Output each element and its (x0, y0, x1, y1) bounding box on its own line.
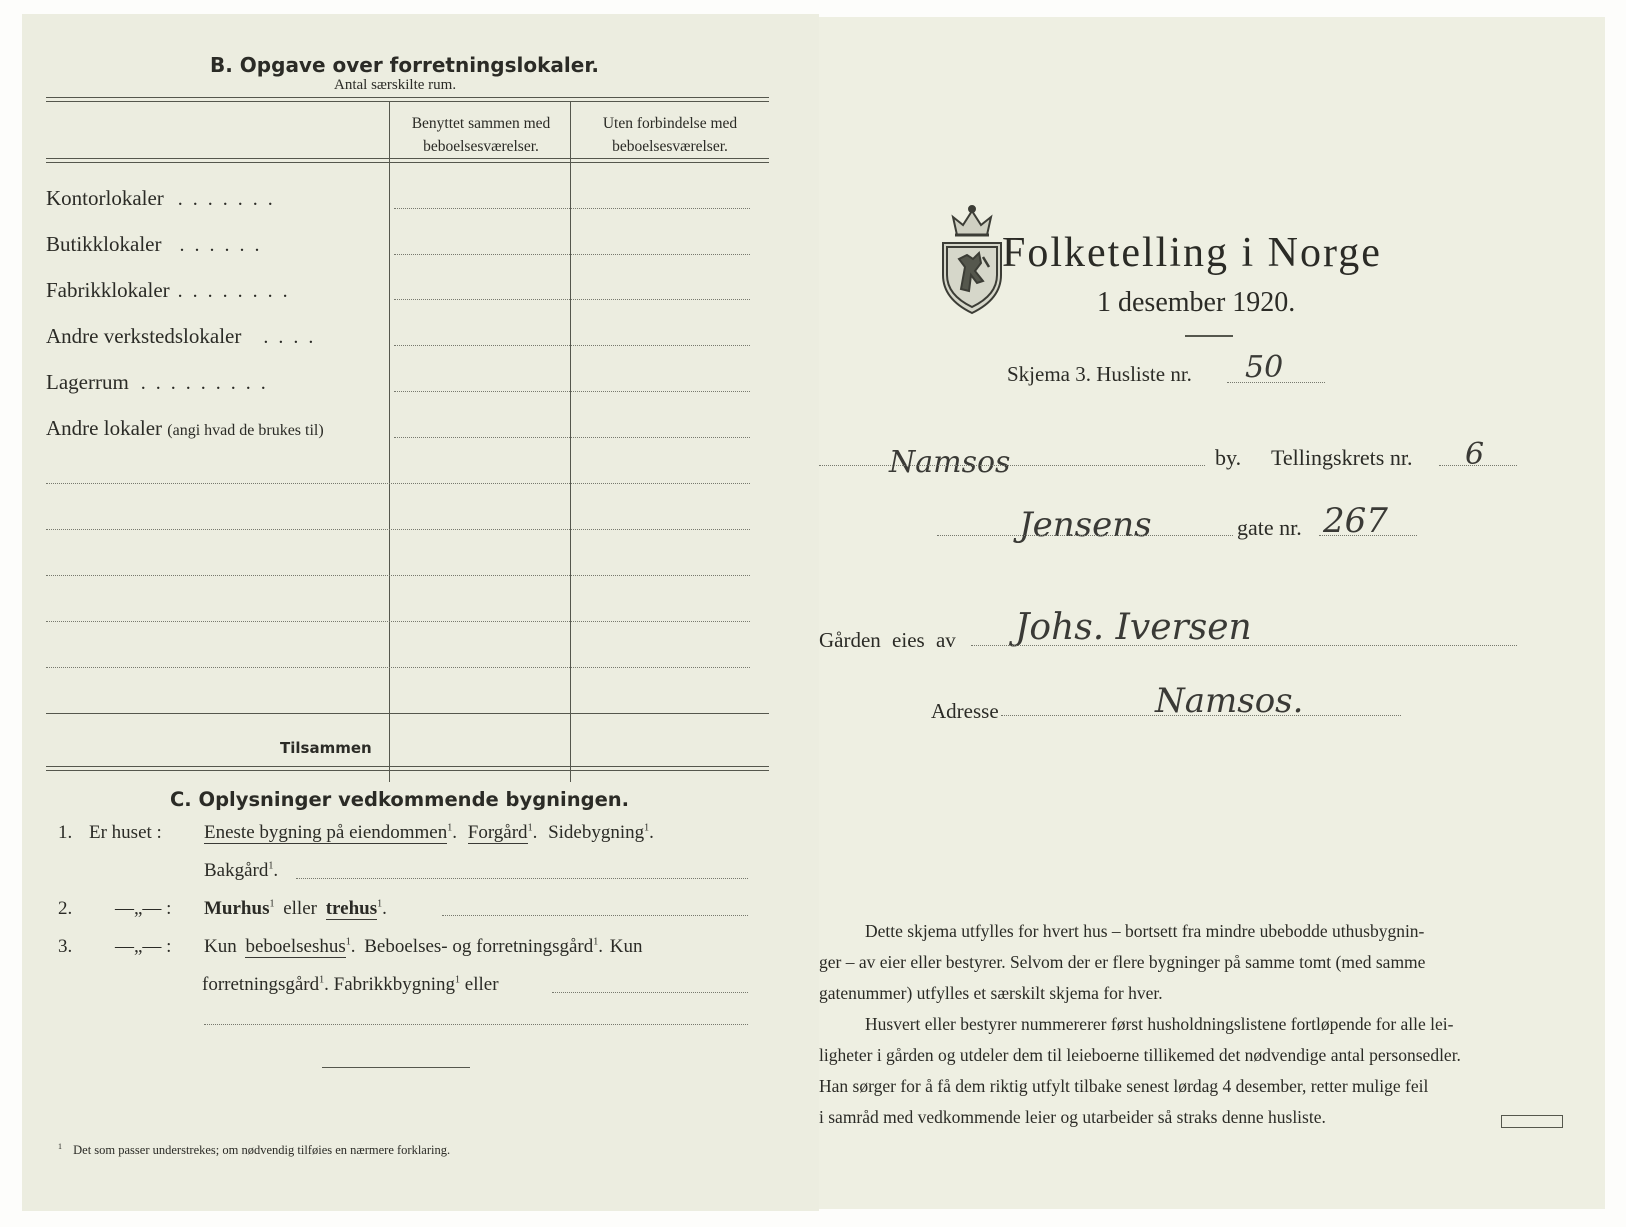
question-2: 2. —„— : (58, 898, 172, 919)
instruction-line: Han sørger for å få dem riktig utfylt tilbake senest lørdag 4 desember, retter mulige feil (819, 1076, 1429, 1096)
instruction-line: ger – av eier eller bestyrer. Selvom der er flere bygninger på samme tomt (med samme (819, 952, 1426, 972)
question-3-options-cont: forretningsgård$^1$. Fabrikkbygning$^1$ eller (202, 974, 499, 995)
question-1-option-bakgard: Bakgård$^1$. (204, 860, 279, 881)
table-bottom-rule (46, 766, 769, 771)
skjema-label: Skjema 3. Husliste nr. (1007, 362, 1192, 386)
column-header-with-dwelling: Benyttet sammen med beboelsesværelser. (411, 115, 551, 155)
husliste-number: 50 (1245, 350, 1284, 385)
page-title: Folketelling i Norge (1002, 230, 1382, 276)
table-col-rule-2 (570, 102, 571, 782)
question-2-options: Murhus$^1$ eller trehus$^1$. (204, 898, 387, 919)
end-rule (322, 1067, 470, 1068)
address-label: Adresse (931, 699, 999, 723)
right-page (819, 17, 1605, 1209)
table-col-rule-1 (389, 102, 390, 782)
header-bottom-rule (46, 158, 769, 163)
by-value: Namsos (889, 445, 1011, 480)
section-c-title: C. Oplysninger vedkommende bygningen. (170, 788, 630, 811)
owner-value: Johs. Iversen (1015, 607, 1252, 648)
gate-number: 267 (1323, 501, 1388, 541)
instruction-line: Husvert eller bestyrer nummererer først husholdningslistene fortløpende for alle lei- (865, 1014, 1454, 1034)
question-1-options: Eneste bygning på eiendommen$^1$. Forgård$^1$. Sidebygning$^1$. (204, 822, 654, 843)
row-label: Kontorlokaler ....... (46, 186, 283, 210)
total-label: Tilsammen (280, 739, 372, 757)
row-label: Fabrikklokaler ........ (46, 278, 298, 302)
table-top-rule (46, 97, 769, 102)
title-rule (1185, 335, 1233, 337)
footnote: $^1$ Det som passer understrekes; om nødvendig tilføies en nærmere forklaring. (58, 1142, 451, 1158)
instruction-line: i samråd med vedkommende leier og utarbeider så straks denne husliste. (819, 1107, 1326, 1127)
address-value: Namsos. (1155, 681, 1304, 721)
row-label: Lagerrum ......... (46, 370, 276, 394)
left-page (22, 14, 819, 1211)
section-b-subtitle: Antal særskilte rum. (334, 77, 457, 93)
gate-label: gate nr. (1237, 515, 1302, 540)
instruction-line: Dette skjema utfylles for hvert hus – bortsett fra mindre ubebodde uthusbygnin- (865, 921, 1425, 941)
total-top-rule (46, 713, 769, 714)
by-label: by. (1215, 445, 1242, 470)
question-1: 1. Er huset : (58, 822, 162, 843)
krets-number: 6 (1465, 437, 1485, 472)
column-header-without-dwelling: Uten forbindelse med beboelsesværelser. (602, 115, 738, 155)
printer-stamp (1501, 1115, 1563, 1128)
gate-value: Jensens (1019, 505, 1152, 545)
question-3: 3. —„— : (58, 936, 172, 957)
row-label: Andre verkstedslokaler .... (46, 324, 324, 348)
krets-label: Tellingskrets nr. (1271, 445, 1413, 470)
instruction-line: gatenummer) utfylles et særskilt skjema for hver. (819, 983, 1163, 1003)
question-3-options: Kun beboelseshus$^1$. Beboelses- og forretningsgård$^1$. Kun (204, 936, 643, 957)
census-date: 1 desember 1920. (1097, 287, 1296, 318)
row-label: Butikklokaler ...... (46, 232, 270, 256)
row-label: Andre lokaler (angi hvad de brukes til) (46, 416, 324, 440)
owner-label: Gården eies av (819, 628, 956, 652)
instruction-line: ligheter i gården og utdeler dem til leieboerne tillikemed det nødvendige antal personsedler. (819, 1045, 1461, 1065)
norway-coat-of-arms-icon (939, 201, 1005, 315)
section-b-title: B. Opgave over forretningslokaler. (210, 53, 599, 77)
